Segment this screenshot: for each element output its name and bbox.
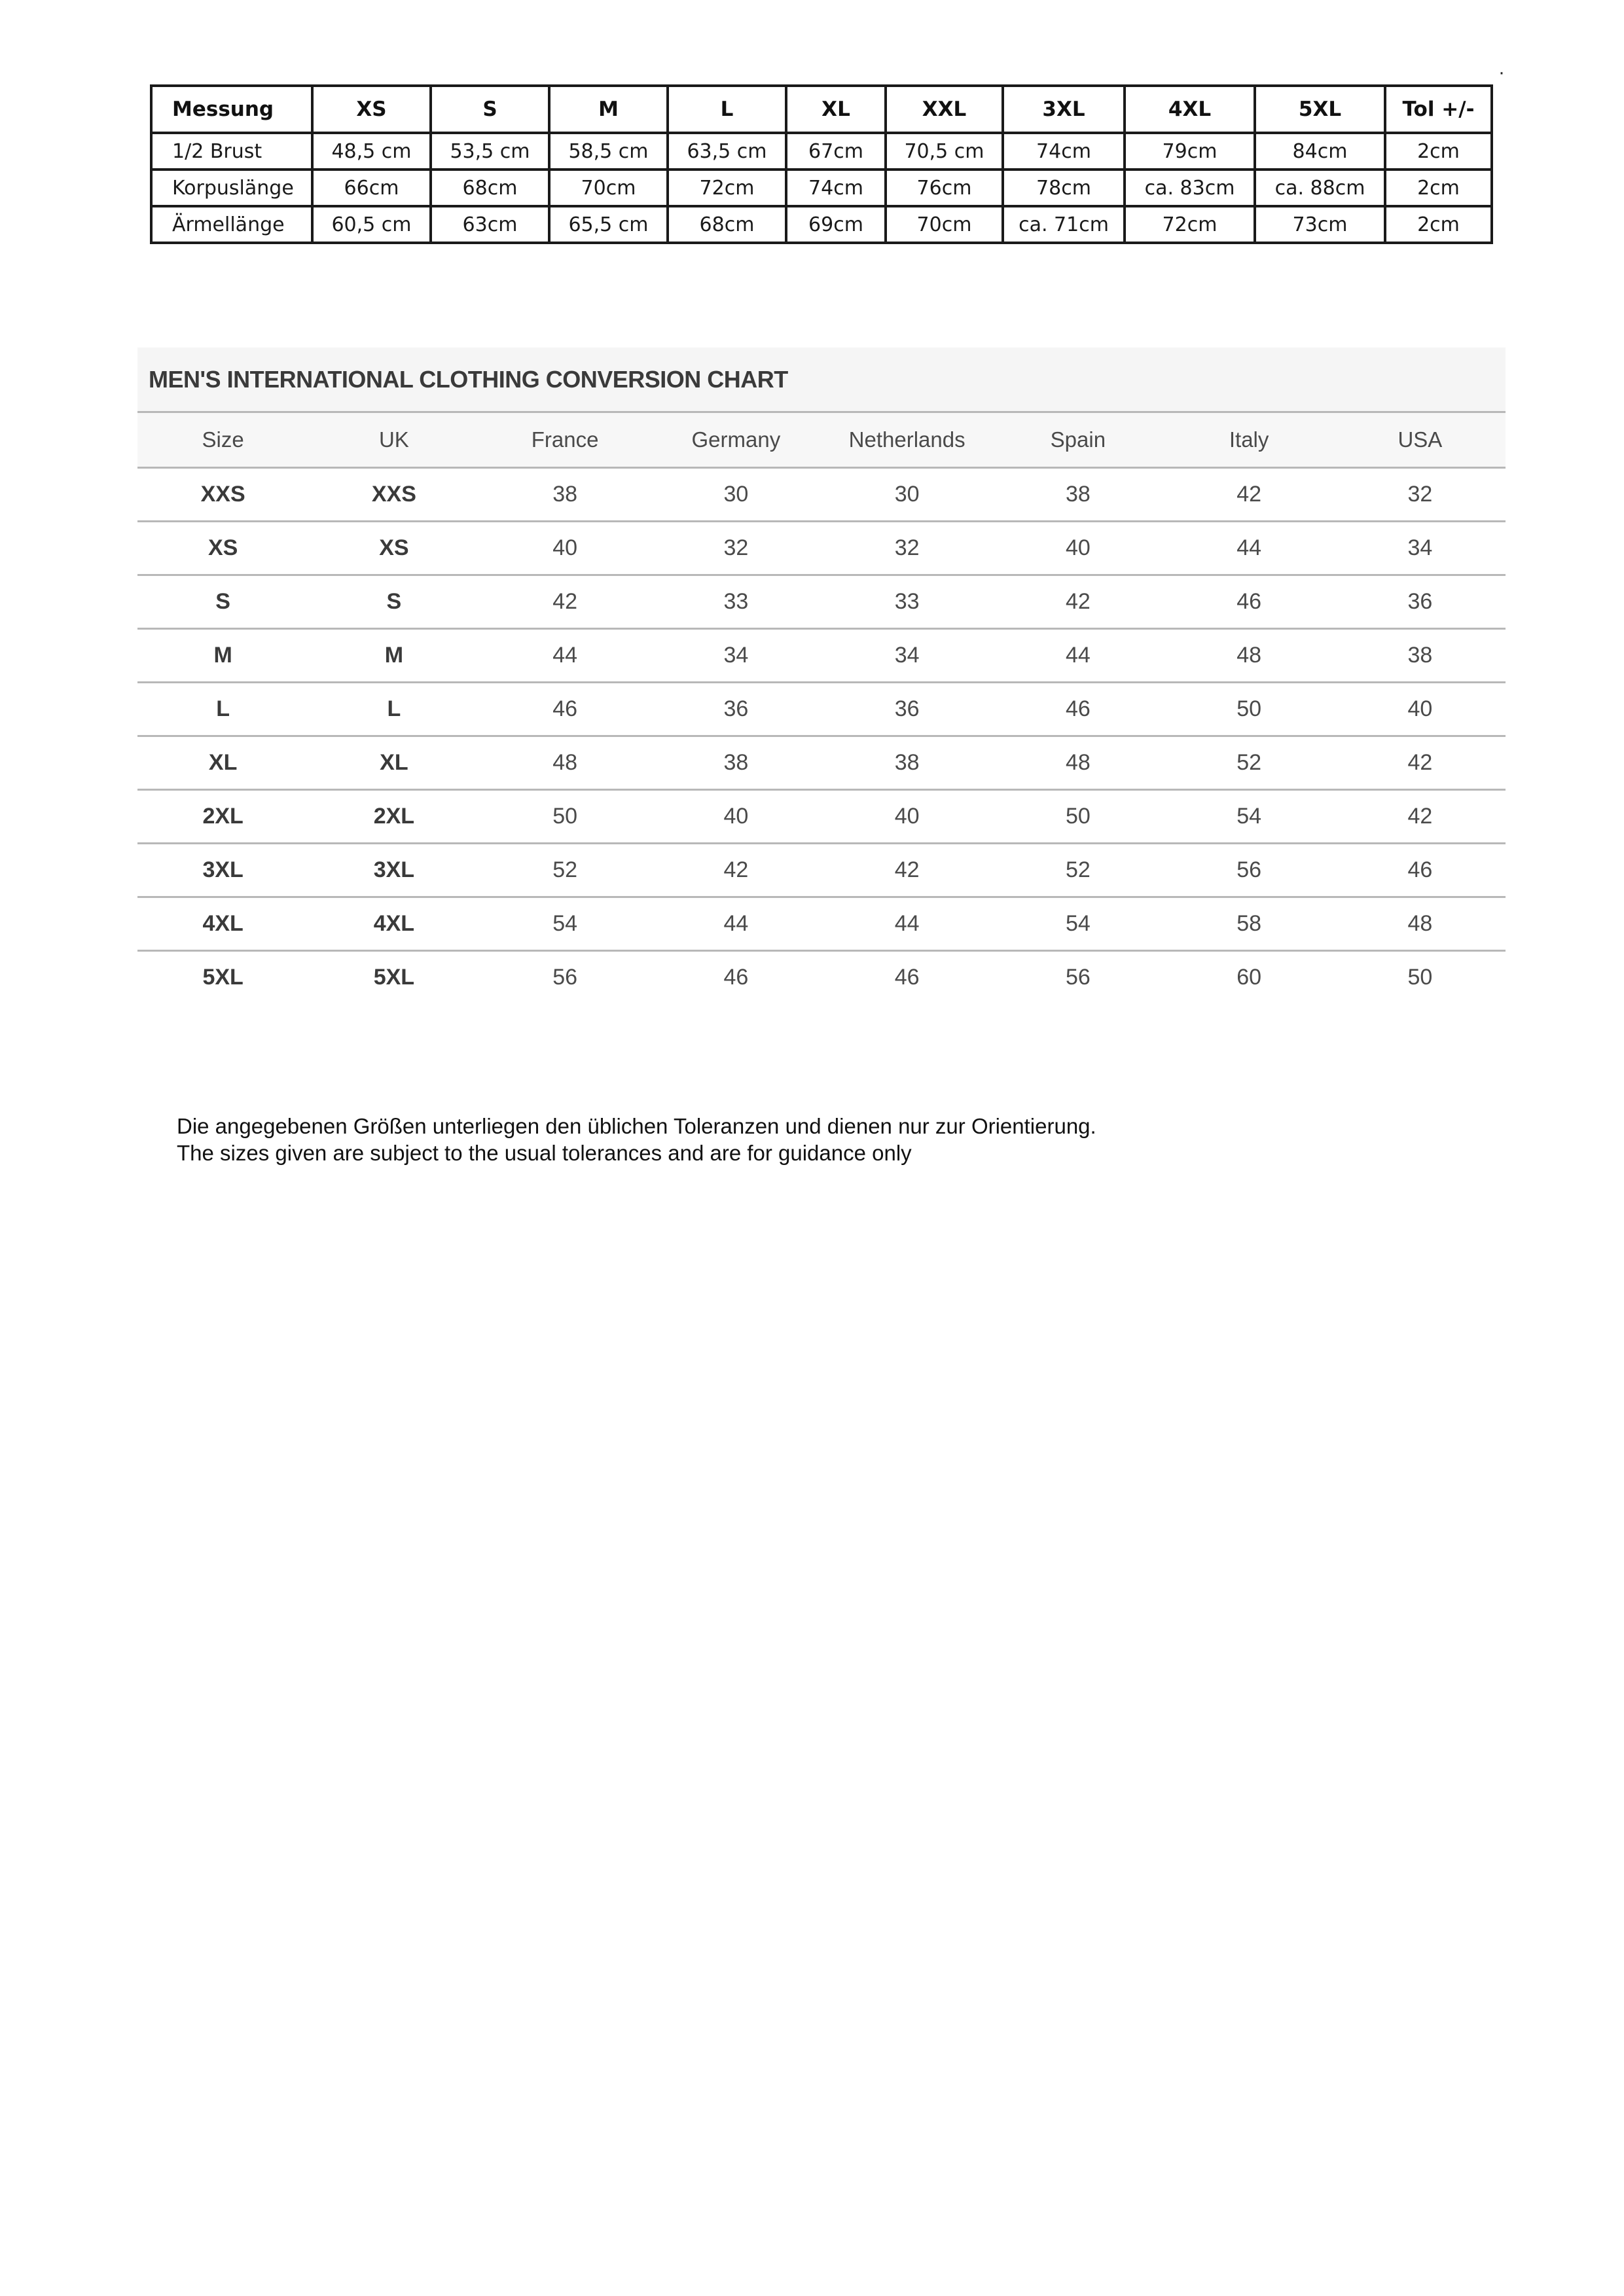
tolerance-notes [177,1113,1096,1166]
measurement-value-cell: ca. 88cm [1255,170,1385,206]
corner-mark: · [1498,62,1505,83]
conversion-value-cell: 38 [480,468,651,522]
conversion-value-cell: 40 [480,522,651,575]
conversion-value-cell: 44 [992,629,1163,683]
conversion-value-cell: 40 [821,790,992,844]
measurement-value-cell: 78cm [1003,170,1125,206]
conversion-value-cell: 42 [821,844,992,897]
conversion-chart-title-bar [137,348,1506,413]
measurement-value-cell: 69cm [786,206,886,243]
measurement-row [151,133,1492,170]
conversion-header-cell: Size [137,413,308,468]
conversion-value-cell: 38 [1335,629,1506,683]
conversion-header-row [137,413,1506,468]
conversion-value-cell: 34 [821,629,992,683]
conversion-row [137,522,1506,575]
measurement-value-cell: 73cm [1255,206,1385,243]
conversion-value-cell: 44 [480,629,651,683]
conversion-value-cell: 30 [651,468,821,522]
conversion-value-cell: 33 [821,575,992,629]
measurement-header-cell: XL [786,86,886,133]
measurement-header-cell: Messung [151,86,312,133]
conversion-size-cell: 4XL [308,897,479,951]
measurement-value-cell: 68cm [668,206,786,243]
conversion-chart-title: MEN'S INTERNATIONAL CLOTHING CONVERSION CHART [149,365,788,393]
conversion-size-cell: S [137,575,308,629]
conversion-row [137,575,1506,629]
conversion-row [137,736,1506,790]
conversion-value-cell: 40 [1335,683,1506,736]
conversion-row [137,844,1506,897]
measurement-label-cell: 1/2 Brust [151,133,312,170]
measurement-label-cell: Ärmellänge [151,206,312,243]
conversion-value-cell: 32 [1335,468,1506,522]
conversion-value-cell: 56 [552,965,578,990]
conversion-size-cell: S [308,575,479,629]
conversion-size-cell: 5XL [373,965,415,990]
conversion-header-cell: USA [1335,413,1506,468]
conversion-value-cell: 46 [1335,844,1506,897]
conversion-value-cell: 32 [821,522,992,575]
conversion-value-cell: 30 [821,468,992,522]
measurement-header-cell: Tol +/- [1385,86,1492,133]
measurement-value-cell: 60,5 cm [312,206,431,243]
measurement-value-cell: 67cm [786,133,886,170]
conversion-row [137,468,1506,522]
conversion-value-cell: 42 [1335,736,1506,790]
conversion-size-cell: 5XL [202,965,244,990]
conversion-row [137,629,1506,683]
conversion-value-cell: 38 [992,468,1163,522]
conversion-size-cell: 2XL [308,790,479,844]
conversion-value-cell: 48 [992,736,1163,790]
conversion-value-cell: 46 [480,683,651,736]
measurement-header-cell: S [431,86,549,133]
measurement-value-cell: 70cm [886,206,1003,243]
conversion-value-cell: 42 [651,844,821,897]
conversion-value-cell: 52 [1164,736,1335,790]
conversion-value-cell: 54 [1164,790,1335,844]
conversion-value-cell: 56 [1164,844,1335,897]
conversion-row [137,790,1506,844]
measurement-value-cell: 48,5 cm [312,133,431,170]
measurement-value-cell: 72cm [668,170,786,206]
conversion-value-cell: 46 [723,965,749,990]
conversion-value-cell: 36 [821,683,992,736]
measurement-header-cell: XXL [886,86,1003,133]
measurement-value-cell: 74cm [786,170,886,206]
conversion-value-cell: 42 [992,575,1163,629]
note-english: The sizes given are subject to the usual tolerances and are for guidance only [177,1141,912,1165]
measurement-row [151,170,1492,206]
conversion-size-cell: 2XL [137,790,308,844]
conversion-header-cell: Italy [1164,413,1335,468]
conversion-value-cell: 44 [1164,522,1335,575]
measurement-value-cell: ca. 71cm [1003,206,1125,243]
conversion-value-cell: 33 [651,575,821,629]
measurement-value-cell: 79cm [1125,133,1255,170]
conversion-value-cell: 50 [480,790,651,844]
conversion-value-cell: 58 [1164,897,1335,951]
conversion-value-cell: 54 [480,897,651,951]
conversion-value-cell: 42 [1164,468,1335,522]
conversion-header-cell: Netherlands [821,413,992,468]
conversion-size-cell: XXS [137,468,308,522]
conversion-size-cell: M [137,629,308,683]
conversion-value-cell: 52 [992,844,1163,897]
conversion-value-cell: 54 [992,897,1163,951]
conversion-value-cell: 44 [821,897,992,951]
measurement-value-cell: 2cm [1385,206,1492,243]
conversion-value-cell: 56 [1065,965,1091,990]
conversion-size-cell: XXS [308,468,479,522]
measurement-value-cell: 84cm [1255,133,1385,170]
conversion-value-cell: 46 [894,965,920,990]
conversion-size-cell: XS [137,522,308,575]
conversion-chart [137,348,1506,1003]
conversion-size-cell: M [308,629,479,683]
conversion-value-cell: 42 [480,575,651,629]
conversion-value-cell: 46 [1164,575,1335,629]
measurement-header-cell: M [549,86,668,133]
measurement-value-cell: 68cm [431,170,549,206]
conversion-row [137,683,1506,736]
measurement-table [150,84,1493,244]
conversion-row [137,951,1506,1004]
conversion-value-cell: 44 [651,897,821,951]
note-german: Die angegebenen Größen unterliegen den üblichen Toleranzen und dienen nur zur Orientierung. [177,1114,1096,1138]
measurement-value-cell: 2cm [1385,133,1492,170]
measurement-value-cell: 58,5 cm [549,133,668,170]
measurement-label-cell: Korpuslänge [151,170,312,206]
measurement-value-cell: 63,5 cm [668,133,786,170]
measurement-value-cell: 63cm [431,206,549,243]
conversion-header-cell: UK [308,413,479,468]
conversion-value-cell: 50 [992,790,1163,844]
conversion-value-cell: 50 [1407,965,1433,990]
conversion-value-cell: 48 [1335,897,1506,951]
measurement-header-cell: 4XL [1125,86,1255,133]
measurement-value-cell: 2cm [1385,170,1492,206]
measurement-value-cell: ca. 83cm [1125,170,1255,206]
conversion-value-cell: 32 [651,522,821,575]
measurement-value-cell: 53,5 cm [431,133,549,170]
conversion-value-cell: 34 [651,629,821,683]
conversion-value-cell: 48 [1164,629,1335,683]
measurement-value-cell: 76cm [886,170,1003,206]
conversion-size-cell: 3XL [308,844,479,897]
conversion-value-cell: 46 [992,683,1163,736]
conversion-table [137,413,1506,1003]
conversion-value-cell: 50 [1164,683,1335,736]
conversion-row [137,897,1506,951]
conversion-value-cell: 42 [1335,790,1506,844]
conversion-value-cell: 60 [1236,965,1262,990]
conversion-size-cell: 4XL [137,897,308,951]
measurement-value-cell: 70cm [549,170,668,206]
measurement-value-cell: 72cm [1125,206,1255,243]
measurement-value-cell: 65,5 cm [549,206,668,243]
conversion-value-cell: 52 [480,844,651,897]
conversion-size-cell: XS [308,522,479,575]
measurement-value-cell: 66cm [312,170,431,206]
measurement-header-cell: XS [312,86,431,133]
measurement-header-row [151,86,1492,133]
conversion-value-cell: 34 [1335,522,1506,575]
conversion-value-cell: 38 [651,736,821,790]
measurement-header-cell: 5XL [1255,86,1385,133]
measurement-header-cell: 3XL [1003,86,1125,133]
conversion-size-cell: L [137,683,308,736]
measurement-row [151,206,1492,243]
measurement-value-cell: 70,5 cm [886,133,1003,170]
conversion-size-cell: 3XL [137,844,308,897]
conversion-value-cell: 36 [1335,575,1506,629]
measurement-value-cell: 74cm [1003,133,1125,170]
conversion-header-cell: Spain [992,413,1163,468]
measurement-header-cell: L [668,86,786,133]
conversion-size-cell: L [308,683,479,736]
conversion-value-cell: 36 [651,683,821,736]
conversion-value-cell: 48 [480,736,651,790]
conversion-header-cell: France [480,413,651,468]
conversion-size-cell: XL [137,736,308,790]
conversion-value-cell: 38 [821,736,992,790]
conversion-value-cell: 40 [992,522,1163,575]
conversion-value-cell: 40 [651,790,821,844]
conversion-header-cell: Germany [651,413,821,468]
conversion-size-cell: XL [308,736,479,790]
